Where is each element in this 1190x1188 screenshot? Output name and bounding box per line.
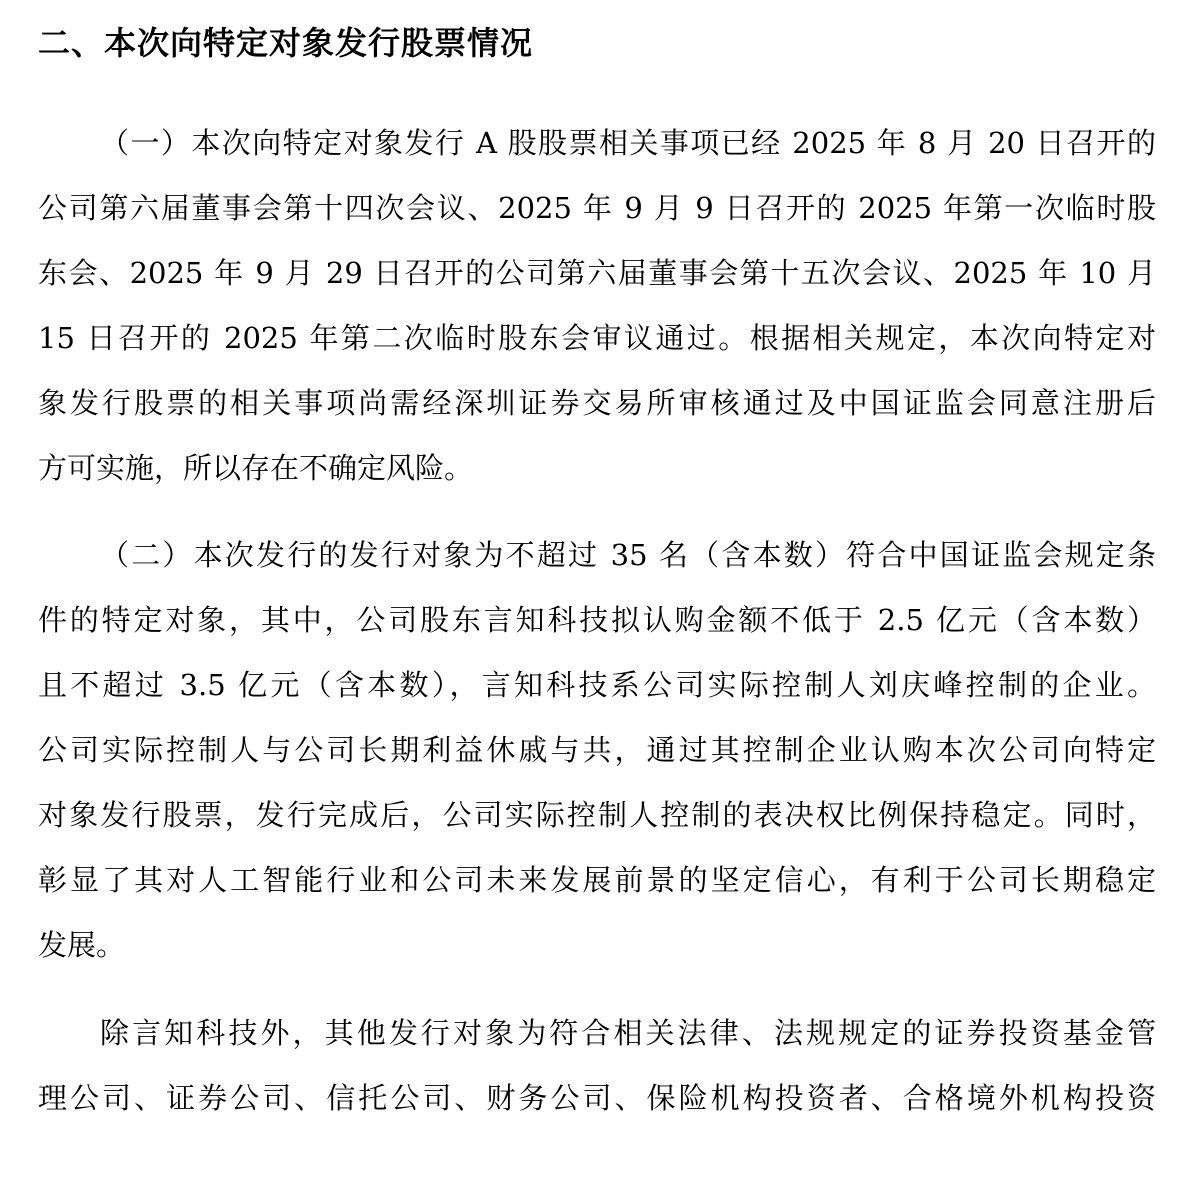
paragraph-issuance-targets: [38, 523, 1156, 978]
paragraph-line: 彰显了其对人工智能行业和公司未来发展前景的坚定信心，有利于公司长期稳定: [38, 863, 1156, 897]
paragraph-line: 且不超过 3.5 亿元（含本数），言知科技系公司实际控制人刘庆峰控制的企业。: [38, 668, 1156, 702]
paragraph-line: 除言知科技外，其他发行对象为符合相关法律、法规规定的证券投资基金管: [100, 1016, 1156, 1050]
paragraph-line: 象发行股票的相关事项尚需经深圳证券交易所审核通过及中国证监会同意注册后: [38, 386, 1156, 420]
paragraph-line: 公司第六届董事会第十四次会议、2025 年 9 月 9 日召开的 2025 年第一次临时股: [38, 191, 1156, 225]
paragraph-line: 方可实施，所以存在不确定风险。: [38, 451, 474, 485]
paragraph-line: 发展。: [38, 928, 126, 962]
paragraph-line: 理公司、证券公司、信托公司、财务公司、保险机构投资者、合格境外机构投资: [38, 1081, 1156, 1115]
paragraph-line: （二）本次发行的发行对象为不超过 35 名（含本数）符合中国证监会规定条: [100, 538, 1156, 572]
paragraph-line: 公司实际控制人与公司长期利益休戚与共，通过其控制企业认购本次公司向特定: [38, 733, 1156, 767]
paragraph-line: 15 日召开的 2025 年第二次临时股东会审议通过。根据相关规定，本次向特定对: [38, 321, 1156, 355]
paragraph-line: （一）本次向特定对象发行 A 股股票相关事项已经 2025 年 8 月 20 日召开的: [100, 126, 1156, 160]
paragraph-approval: [38, 111, 1156, 501]
paragraph-other-targets: [38, 1001, 1156, 1131]
paragraph-line: 东会、2025 年 9 月 29 日召开的公司第六届董事会第十五次会议、2025 年 10 月: [38, 256, 1156, 290]
section-heading: 二、本次向特定对象发行股票情况: [38, 24, 534, 62]
paragraph-line: 件的特定对象，其中，公司股东言知科技拟认购金额不低于 2.5 亿元（含本数）: [38, 603, 1156, 637]
paragraph-line: 对象发行股票，发行完成后，公司实际控制人控制的表决权比例保持稳定。同时，: [38, 798, 1156, 832]
